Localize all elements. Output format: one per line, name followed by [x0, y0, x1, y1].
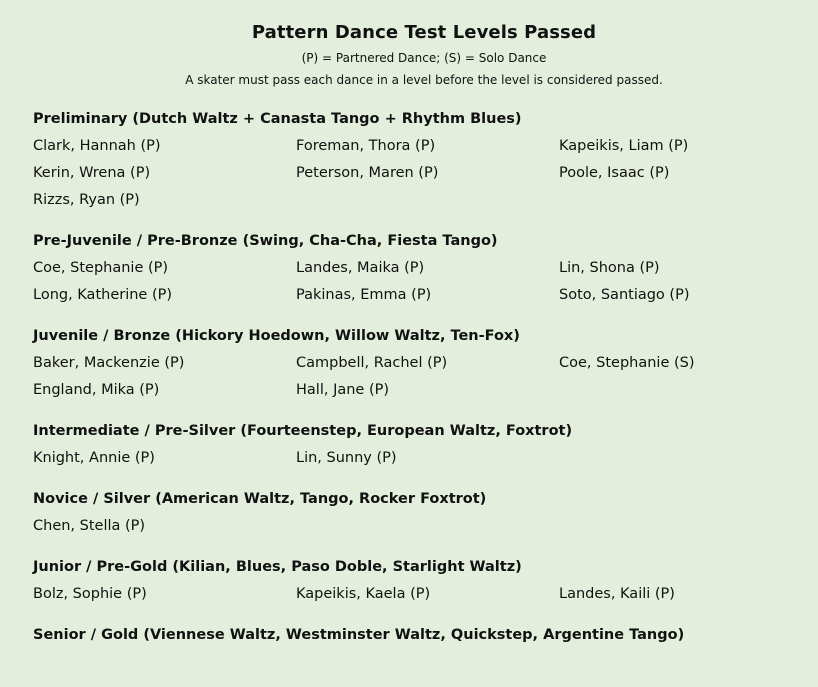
level-heading: Novice / Silver (American Waltz, Tango, Rocker Foxtrot): [33, 491, 487, 507]
page-title: Pattern Dance Test Levels Passed: [251, 22, 597, 43]
skater-name: Lin, Sunny (P): [296, 450, 397, 466]
level-section-senior: [33, 626, 813, 653]
level-heading: Juvenile / Bronze (Hickory Hoedown, Willow Waltz, Ten-Fox): [33, 328, 520, 344]
level-heading: Preliminary (Dutch Waltz + Canasta Tango + Rhythm Blues): [33, 111, 522, 127]
skater-name: Kapeikis, Liam (P): [559, 138, 689, 154]
skater-name: Rizzs, Ryan (P): [33, 192, 140, 208]
skater-name: England, Mika (P): [33, 382, 160, 398]
level-heading: Intermediate / Pre-Silver (Fourteenstep, European Waltz, Foxtrot): [33, 423, 573, 439]
level-section-juvenile: [33, 327, 813, 408]
rule-note: A skater must pass each dance in a level before the level is considered passed.: [185, 73, 663, 87]
skater-name: Pakinas, Emma (P): [296, 287, 432, 303]
skater-name: Landes, Kaili (P): [559, 586, 675, 602]
skater-name: Peterson, Maren (P): [296, 165, 439, 181]
level-section-preliminary: [33, 110, 813, 218]
skater-name: Knight, Annie (P): [33, 450, 155, 466]
skater-name: Long, Katherine (P): [33, 287, 173, 303]
skater-name: Kapeikis, Kaela (P): [296, 586, 431, 602]
skater-name: Coe, Stephanie (S): [559, 355, 695, 371]
legend-subtitle: (P) = Partnered Dance; (S) = Solo Dance: [301, 51, 547, 65]
skater-list: [33, 449, 813, 476]
skater-name: Hall, Jane (P): [296, 382, 390, 398]
skater-name: Lin, Shona (P): [559, 260, 660, 276]
skater-name: Foreman, Thora (P): [296, 138, 436, 154]
skater-name: Bolz, Sophie (P): [33, 586, 147, 602]
level-section-pre-juvenile: [33, 232, 813, 313]
skater-name: Coe, Stephanie (P): [33, 260, 169, 276]
skater-name: Clark, Hannah (P): [33, 138, 161, 154]
skater-list: [33, 137, 813, 218]
skater-name: Campbell, Rachel (P): [296, 355, 448, 371]
level-heading: Senior / Gold (Viennese Waltz, Westminster Waltz, Quickstep, Argentine Tango): [33, 627, 685, 643]
level-heading: Pre-Juvenile / Pre-Bronze (Swing, Cha-Cha, Fiesta Tango): [33, 233, 498, 249]
level-section-junior: [33, 558, 813, 612]
skater-list: [33, 354, 813, 408]
level-section-novice: [33, 490, 813, 544]
skater-name: Chen, Stella (P): [33, 518, 146, 534]
skater-name: Baker, Mackenzie (P): [33, 355, 185, 371]
skater-list: [33, 517, 813, 544]
skater-list: [33, 585, 813, 612]
skater-list: [33, 259, 813, 313]
skater-name: Landes, Maika (P): [296, 260, 425, 276]
skater-name: Kerin, Wrena (P): [33, 165, 151, 181]
level-section-intermediate: [33, 422, 813, 476]
skater-name: Poole, Isaac (P): [559, 165, 670, 181]
skater-name: Soto, Santiago (P): [559, 287, 690, 303]
level-heading: Junior / Pre-Gold (Kilian, Blues, Paso Doble, Starlight Waltz): [33, 559, 522, 575]
